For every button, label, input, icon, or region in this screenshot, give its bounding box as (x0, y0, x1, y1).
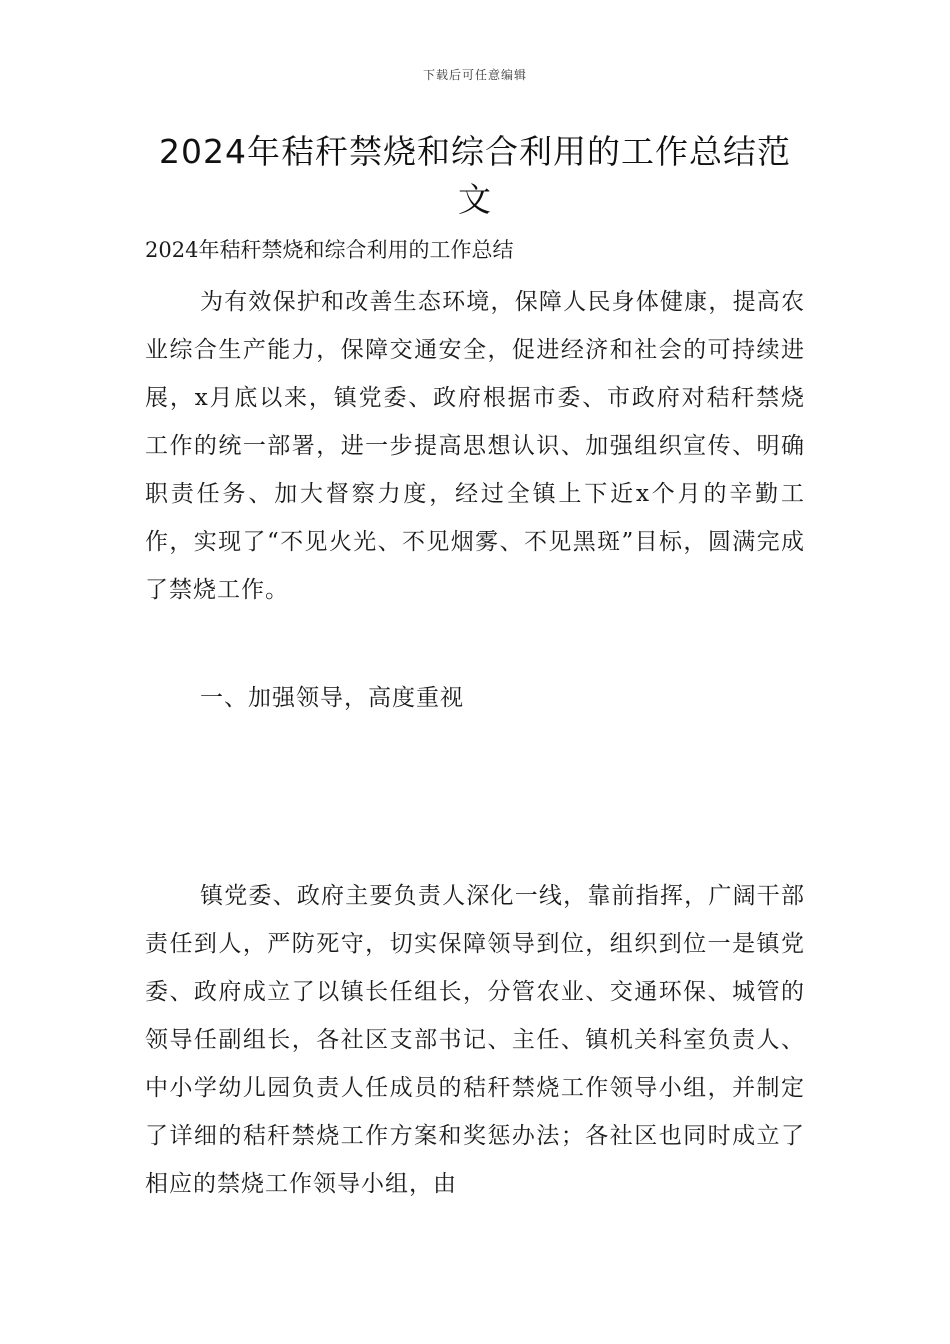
document-title: 2024年秸秆禁烧和综合利用的工作总结范文 (159, 132, 791, 219)
section-paragraph: 镇党委、政府主要负责人深化一线，靠前指挥，广阔干部责任到人，严防死守，切实保障领导到位，组织到位一是镇党委、政府成立了以镇长任组长，分管农业、交通环保、城管的领导任副组长，各社区支部书记、主任、镇机关科室负责人、中小学幼儿园负责人任成员的秸秆禁烧工作领导小组，并制定了详细的秸秆禁烧工作方案和奖惩办法；各社区也同时成立了相应的禁烧工作领导小组，由 (145, 883, 805, 1197)
document-subtitle: 2024年秸秆禁烧和综合利用的工作总结 (145, 238, 514, 262)
header-note: 下载后可任意编辑 (422, 68, 527, 82)
intro-paragraph: 为有效保护和改善生态环境，保障人民身体健康，提高农业综合生产能力，保障交通安全，促进经济和社会的可持续进展，x月底以来，镇党委、政府根据市委、市政府对秸秆禁烧工作的统一部署，进一步提高思想认识、加强组织宣传、明确职责任务、加大督察力度，经过全镇上下近x个月的辛勤工作，实现了“不见火光、不见烟雾、不见黑斑”目标，圆满完成了禁烧工作。 (145, 289, 805, 603)
section-heading: 一、加强领导，高度重视 (200, 685, 464, 711)
